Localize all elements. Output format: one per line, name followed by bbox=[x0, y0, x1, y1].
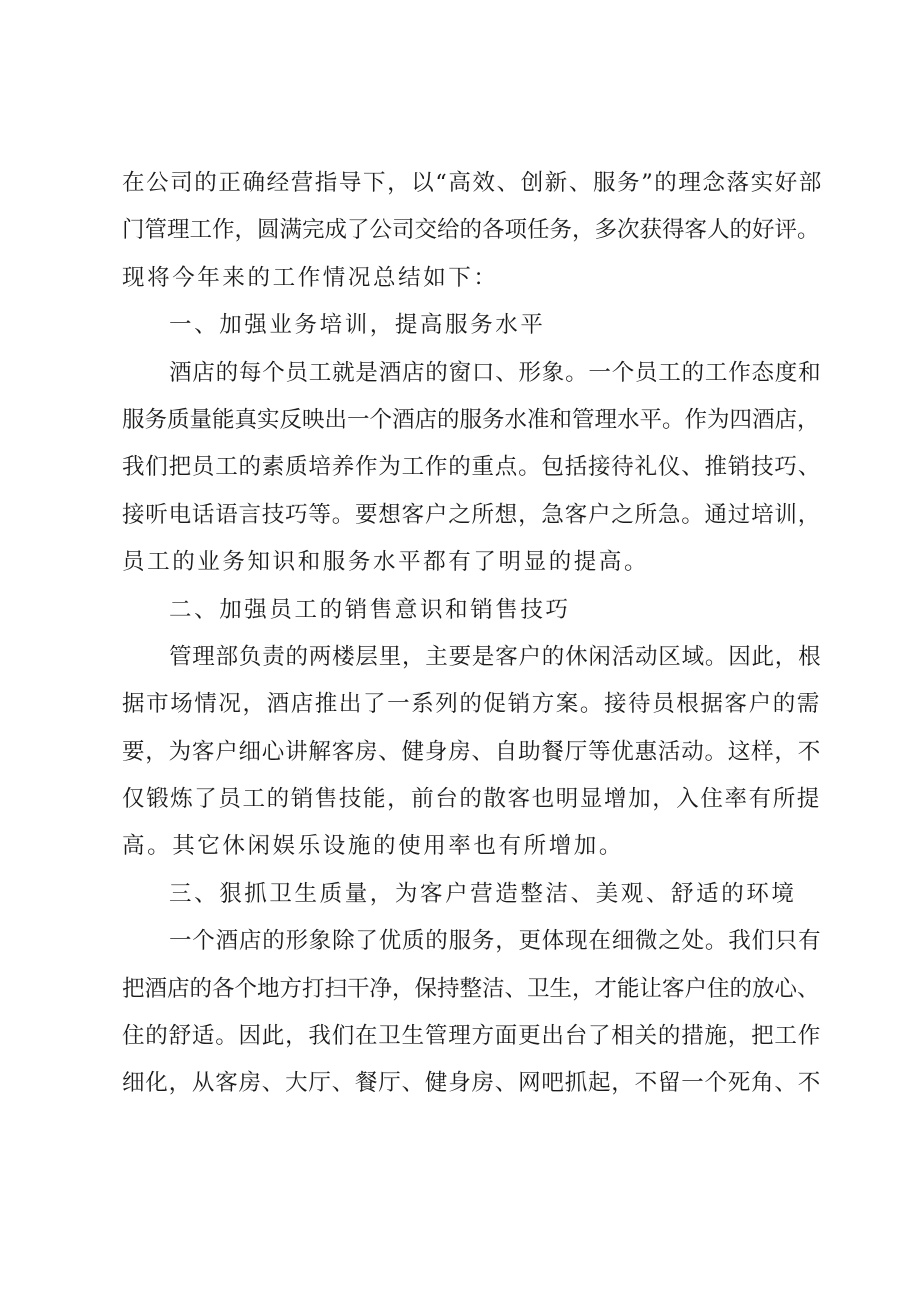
paragraph-first-line: 管理部负责的两楼层里，主要是客户的休闲活动区域。因此，根 bbox=[169, 643, 822, 670]
text-line: 现将今年来的工作情况总结如下： bbox=[122, 264, 499, 291]
text-line: 接听电话语言技巧等。要想客户之所想，急客户之所急。通过培训， bbox=[122, 501, 822, 528]
text-line: 员工的业务知识和服务水平都有了明显的提高。 bbox=[122, 549, 650, 576]
text-line: 高。其它休闲娱乐设施的使用率也有所增加。 bbox=[122, 833, 625, 860]
paragraph-first-line: 一、加强业务培训，提高服务水平 bbox=[169, 312, 546, 339]
text-line: 细化，从客房、大厅、餐厅、健身房、网吧抓起，不留一个死角、不 bbox=[122, 1070, 822, 1097]
text-line: 仅锻炼了员工的销售技能，前台的散客也明显增加，入住率有所提 bbox=[122, 786, 821, 813]
text-line: 据市场情况，酒店推出了一系列的促销方案。接待员根据客户的需 bbox=[122, 691, 821, 718]
text-line: 把酒店的各个地方打扫干净，保持整洁、卫生，才能让客户住的放心、 bbox=[122, 975, 820, 1002]
paragraph-first-line: 一个酒店的形象除了优质的服务，更体现在细微之处。我们只有 bbox=[169, 928, 822, 955]
paragraph-first-line: 二、加强员工的销售意识和销售技巧 bbox=[169, 596, 571, 623]
text-line: 门管理工作，圆满完成了公司交给的各项任务，多次获得客人的好评。 bbox=[122, 217, 820, 244]
document-body bbox=[122, 160, 822, 1108]
text-line: 我们把员工的素质培养作为工作的重点。包括接待礼仪、推销技巧、 bbox=[122, 454, 822, 481]
paragraph-first-line: 酒店的每个员工就是酒店的窗口、形象。一个员工的工作态度和 bbox=[169, 359, 822, 386]
text-line: 服务质量能真实反映出一个酒店的服务水准和管理水平。作为四酒店， bbox=[122, 406, 820, 433]
text-line: 在公司的正确经营指导下，以“高效、创新、服务”的理念落实好部 bbox=[122, 170, 824, 196]
text-line: 住的舒适。因此，我们在卫生管理方面更出台了相关的措施，把工作 bbox=[122, 1023, 822, 1050]
paragraph-first-line: 三、狠抓卫生质量，为客户营造整洁、美观、舒适的环境 bbox=[169, 880, 797, 907]
text-line: 要，为客户细心讲解客房、健身房、自助餐厅等优惠活动。这样，不 bbox=[122, 738, 822, 765]
